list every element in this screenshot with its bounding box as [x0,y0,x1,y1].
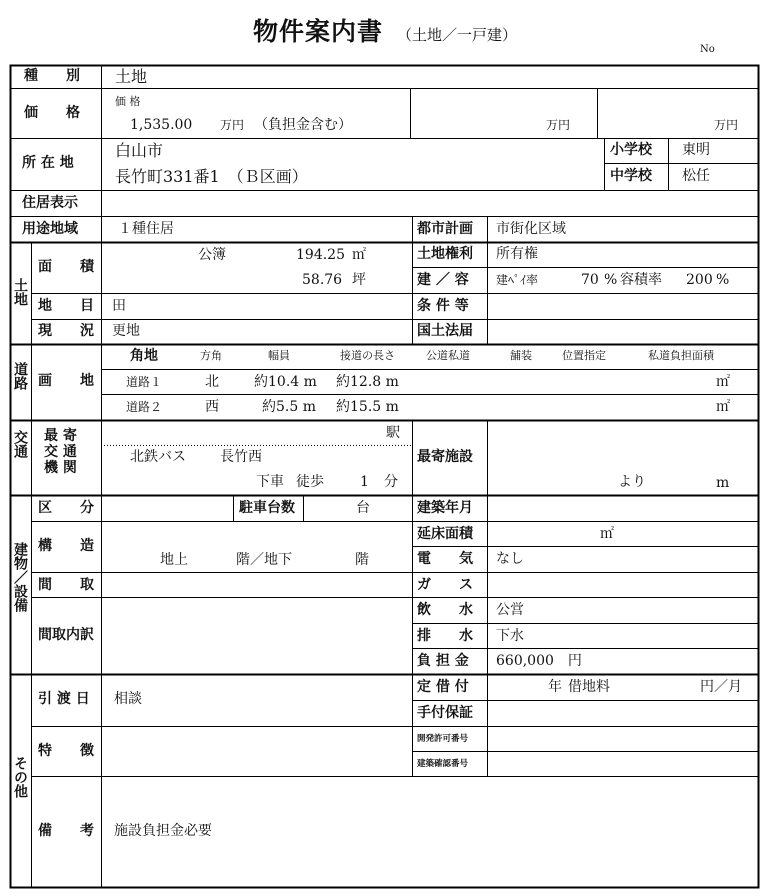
road-1-direction: 北 [205,374,219,390]
station-unit: 駅 [386,425,400,441]
coverage-label: 建ﾍﾟｲ率 [496,273,539,287]
title-text: 物件案内書 [252,17,383,46]
lease-year: 年 [548,679,562,695]
far-label: 容積率 [620,272,662,288]
above-ground: 地上 [160,552,188,568]
road-2-width: 約5.5 m [262,399,316,415]
area-sqm-unit: ㎡ [352,247,366,263]
label-parking: 駐車台数 [239,500,295,516]
value-elementary-school: 東明 [682,142,710,158]
value-junior-high: 松任 [682,168,710,184]
label-dev-permit-no: 開発許可番号 [417,734,469,744]
road-1-width: 約10.4 m [254,374,317,390]
coverage-value: 70 [581,272,599,288]
road-header-paving: 舗装 [510,349,532,362]
value-drainage: 下水 [496,628,524,644]
road-1-name: 道路１ [126,375,163,389]
document-subtitle: （土地／一戸建） [397,26,518,44]
road-header-corner: 角地 [130,348,158,364]
label-use-zone: 用途地域 [22,221,78,237]
road-2-length: 約15.5 m [336,399,399,415]
label-nearest-facility: 最寄施設 [417,449,473,465]
label-fixed-lease: 定 借 付 [417,679,469,695]
label-road-frontage: 画 地 [38,373,94,389]
label-electricity: 電 気 [417,551,473,567]
label-layout-detail: 間取内訳 [38,627,94,643]
label-price: 価 格 [24,105,80,121]
label-current-status: 現 況 [38,323,94,339]
location-city: 白山市 [115,141,164,160]
value-land-category: 田 [112,298,126,314]
label-national-land-act: 国土法届 [417,323,473,339]
floor-unit: 階 [355,552,369,568]
value-land-rights: 所有権 [496,246,538,262]
label-drainage: 排 水 [417,628,473,644]
far-value: 200 [686,272,713,288]
transport-minutes: 1 [360,474,369,490]
area-registry-label: 公簿 [198,247,226,263]
transport-minutes-unit: 分 [384,474,398,490]
floor-area-unit: ㎡ [600,526,614,542]
label-location: 所 在 地 [22,155,74,171]
transport-line: 北鉄バス [130,449,186,465]
facility-from: より [618,474,646,490]
label-nearest-transport: 最 寄 交 通 機 関 [44,428,77,476]
section-road: 道路 [12,362,28,390]
parking-unit: 台 [356,500,370,516]
label-type: 種 別 [24,68,80,84]
label-layout: 間 取 [38,577,94,593]
value-use-zone: １種住居 [118,221,174,237]
coverage-unit: % [604,272,618,288]
road-2-direction: 西 [205,399,219,415]
label-bldg-confirm-no: 建築確認番号 [417,759,469,769]
label-floor-area: 延床面積 [417,526,473,542]
value-water: 公営 [496,602,524,618]
label-area: 面 積 [38,259,94,275]
road-2-name: 道路２ [126,400,163,414]
label-city-plan: 都市計画 [417,221,473,237]
value-remarks: 施設負担金必要 [114,823,212,839]
value-type: 土地 [115,67,148,86]
label-features: 特 徴 [38,743,94,759]
price-value: 1,535.00 [130,117,193,133]
section-building: 建物／設備 [12,542,28,612]
label-classification: 区 分 [38,500,94,516]
value-electricity: なし [496,551,524,567]
label-deposit: 手付保証 [417,705,473,721]
label-handover: 引 渡 日 [38,691,90,707]
facility-unit: m [716,475,730,491]
label-address-display: 住居表示 [22,195,78,211]
price-unit: 万円 [220,118,245,132]
label-junior-high: 中学校 [610,168,652,184]
floor-separator: 階／地下 [236,552,292,568]
document-number-label: No [700,44,715,55]
location-street: 長竹町331番1 （Ｂ区画） [115,167,308,186]
road-header-width: 幅員 [268,349,290,362]
price-note: （負担金含む） [254,117,352,133]
road-header-designation: 位置指定 [562,349,606,362]
road-header-public-private: 公道私道 [426,349,470,362]
price-caption: 価 格 [115,95,141,108]
road-header-private-area: 私道負担面積 [648,349,714,362]
road-1-area-unit: ㎡ [716,374,730,390]
label-remarks: 備 考 [38,823,94,839]
label-land-category: 地 目 [38,298,94,314]
label-gas: ガ ス [417,577,473,593]
far-unit: % [716,272,730,288]
price-unit-2: 万円 [546,118,571,132]
value-city-plan: 市街化区域 [496,221,566,237]
lease-fee: 借地料 [568,679,610,695]
road-header-direction: 方角 [200,349,222,362]
area-sqm: 194.25 [296,247,345,263]
label-conditions: 条 件 等 [417,298,469,314]
road-1-length: 約12.8 m [336,374,399,390]
label-land-rights: 土地権利 [417,246,473,262]
road-header-length: 接道の長さ [340,349,395,362]
label-burden: 負 担 金 [417,653,469,669]
area-tsubo: 58.76 [302,272,343,288]
section-land: 土地 [12,278,28,306]
label-built-date: 建築年月 [417,500,473,516]
label-water: 飲 水 [417,602,473,618]
lease-unit: 円／月 [700,679,742,695]
value-burden: 660,000 円 [496,653,582,669]
price-unit-3: 万円 [714,118,739,132]
transport-stop: 長竹西 [220,449,262,465]
transport-walk: 徒歩 [296,474,324,490]
value-handover: 相談 [114,691,142,707]
label-elementary-school: 小学校 [610,142,652,158]
label-structure: 構 造 [38,538,94,554]
road-2-area-unit: ㎡ [716,399,730,415]
value-current-status: 更地 [112,323,140,339]
section-other: その他 [12,756,28,798]
area-tsubo-unit: 坪 [352,272,366,288]
transport-get-off: 下車 [256,474,284,490]
section-transport: 交通 [12,430,28,458]
label-building-ratio: 建 ／ 容 [417,272,469,288]
